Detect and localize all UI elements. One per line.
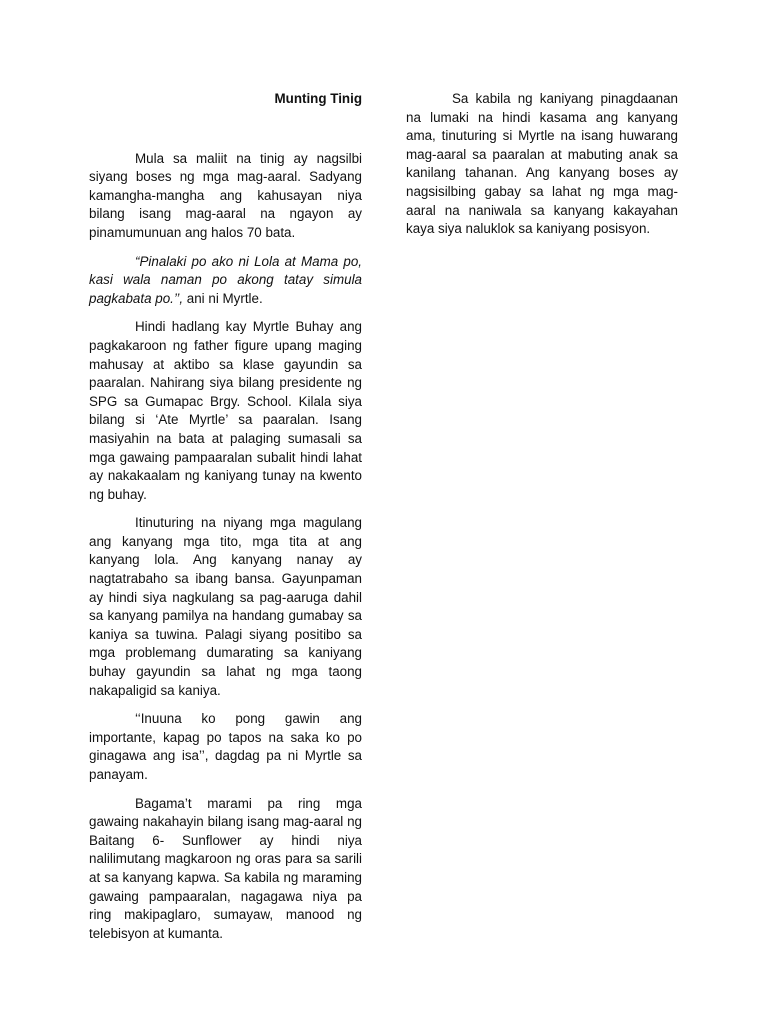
quote-text: “Pinalaki po ako ni Lola at Mama po, kasi wala naman po akong tatay simula pagkabata po.’’, xyxy=(89,253,362,306)
paragraph-2 xyxy=(89,253,362,309)
right-column xyxy=(406,90,678,249)
article-title: Munting Tinig xyxy=(274,91,362,106)
paragraph-6: Bagama’t marami pa ring mga gawaing nakahayin bilang isang mag-aaral ng Baitang 6- Sunflower ay hindi niya nalilimutang magkaroon ng oras para sa sarili at sa kanyang kapwa. Sa kabila ng maraming gawaing pampaaralan, nagagawa niya pa ring makipaglaro, sumayaw, manood ng telebisyon at kumanta. xyxy=(89,795,362,941)
paragraph-5: ‘‘Inuuna ko pong gawin ang importante, kapag po tapos na saka ko po ginagawa ang isa’’, dagdag pa ni Myrtle sa panayam. xyxy=(89,711,362,782)
quote-attribution: ani ni Myrtle. xyxy=(183,290,263,306)
paragraph-7: Sa kabila ng kaniyang pinagdaanan na lumaki na hindi kasama ang kanyang ama, tinuturing si Myrtle na isang huwarang mag-aaral sa paaralan at mabuting anak sa kanilang tahanan. Ang kanyang boses ay nagsisilbing gabay sa lahat ng mga mag-aaral na naniwala sa kanyang kakayahan kaya siya naluklok sa kaniyang posisyon. xyxy=(406,91,678,237)
paragraph-4: Itinuturing na niyang mga magulang ang kanyang mga tito, mga tita at ang kanyang lola. Ang kanyang nanay ay nagtatrabaho sa ibang bansa. Gayunpaman ay hindi siya nagkulang sa pag-aaruga dahil sa kanyang pamilya na handang gumabay sa kaniya sa tuwina. Palagi siyang positibo sa mga problemang dumarating sa kaniyang buhay gayundin sa lahat ng mga taong nakapaligid sa kaniya. xyxy=(89,515,362,698)
left-column xyxy=(89,90,362,953)
paragraph-1: Mula sa maliit na tinig ay nagsilbi siyang boses ng mga mag-aaral. Sadyang kamangha-mangha ang kahusayan niya bilang isang mag-aaral na ngayon ay pinamumunuan ang halos 70 bata. xyxy=(89,150,362,240)
paragraph-3: Hindi hadlang kay Myrtle Buhay ang pagkakaroon ng father figure upang maging mahusay at aktibo sa klase gayundin sa paaralan. Nahirang siya bilang presidente ng SPG sa Gumapac Brgy. School. Kilala siya bilang si ‘Ate Myrtle’ sa paaralan. Isang masiyahin na bata at palaging sumasali sa mga gawaing pampaaralan subalit hindi lahat ay nakakaalam ng kaniyang tunay na kwento ng buhay. xyxy=(89,319,362,502)
